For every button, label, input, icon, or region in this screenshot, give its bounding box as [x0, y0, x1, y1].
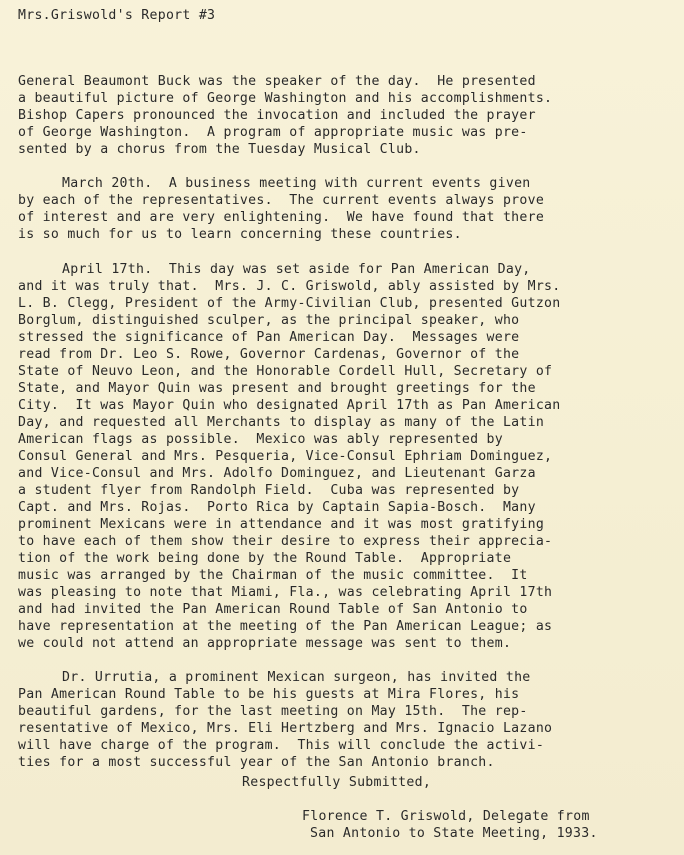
- paragraph-line: Borglum, distinguished sculper, as the principal speaker, who: [18, 313, 520, 328]
- paragraph-line: of George Washington. A program of appropriate music was pre-: [18, 125, 528, 140]
- paragraph-line: April 17th. This day was set aside for Pan American Day,: [62, 262, 531, 277]
- paragraph-line: have representation at the meeting of the Pan American League; as: [18, 619, 553, 634]
- paragraph-line: we could not attend an appropriate message was sent to them.: [18, 636, 512, 651]
- paragraph-line: read from Dr. Leo S. Rowe, Governor Cardenas, Governor of the: [18, 347, 520, 362]
- signature-line: San Antonio to State Meeting, 1933.: [310, 826, 598, 841]
- paragraph-line: and it was truly that. Mrs. J. C. Griswold, ably assisted by Mrs.: [18, 279, 561, 294]
- paragraph-line: was pleasing to note that Miami, Fla., was celebrating April 17th: [18, 585, 553, 600]
- paragraph-line: prominent Mexicans were in attendance and it was most gratifying: [18, 517, 545, 532]
- paragraph-line: music was arranged by the Chairman of the music committee. It: [18, 568, 528, 583]
- paragraph-line: General Beaumont Buck was the speaker of the day. He presented: [18, 74, 536, 89]
- paragraph-line: to have each of them show their desire to express their apprecia-: [18, 534, 553, 549]
- paragraph-line: March 20th. A business meeting with current events given: [62, 176, 531, 191]
- paragraph-line: Pan American Round Table to be his guests at Mira Flores, his: [18, 687, 520, 702]
- paragraph-line: and Vice-Consul and Mrs. Adolfo Dominguez, and Lieutenant Garza: [18, 466, 536, 481]
- paragraph-line: ties for a most successful year of the San Antonio branch.: [18, 755, 495, 770]
- report-header: Mrs.Griswold's Report #3: [18, 8, 216, 23]
- paragraph-line: American flags as possible. Mexico was ably represented by: [18, 432, 503, 447]
- signature-line: Florence T. Griswold, Delegate from: [302, 809, 590, 824]
- paragraph-line: Dr. Urrutia, a prominent Mexican surgeon, has invited the: [62, 670, 531, 685]
- paragraph-line: L. B. Clegg, President of the Army-Civilian Club, presented Gutzon: [18, 296, 561, 311]
- paragraph-line: tion of the work being done by the Round Table. Appropriate: [18, 551, 512, 566]
- paragraph-line: will have charge of the program. This will conclude the activi-: [18, 738, 545, 753]
- paragraph-line: State of Neuvo Leon, and the Honorable Cordell Hull, Secretary of: [18, 364, 553, 379]
- paragraph-line: Consul General and Mrs. Pesqueria, Vice-Consul Ephriam Dominguez,: [18, 449, 553, 464]
- paragraph-line: Bishop Capers pronounced the invocation and included the prayer: [18, 108, 536, 123]
- paragraph-line: of interest and are very enlightening. We have found that there: [18, 210, 545, 225]
- paragraph-line: is so much for us to learn concerning these countries.: [18, 227, 462, 242]
- paragraph-line: State, and Mayor Quin was present and brought greetings for the: [18, 381, 536, 396]
- paragraph-line: Capt. and Mrs. Rojas. Porto Rica by Captain Sapia-Bosch. Many: [18, 500, 536, 515]
- paragraph-line: Day, and requested all Merchants to display as many of the Latin: [18, 415, 545, 430]
- paragraph-line: a beautiful picture of George Washington and his accomplishments.: [18, 91, 553, 106]
- paragraph-line: a student flyer from Randolph Field. Cuba was represented by: [18, 483, 520, 498]
- paragraph-line: sented by a chorus from the Tuesday Musical Club.: [18, 142, 421, 157]
- paragraph-line: resentative of Mexico, Mrs. Eli Hertzberg and Mrs. Ignacio Lazano: [18, 721, 553, 736]
- paragraph-line: and had invited the Pan American Round Table of San Antonio to: [18, 602, 528, 617]
- paragraph-line: stressed the significance of Pan American Day. Messages were: [18, 330, 520, 345]
- paragraph-line: by each of the representatives. The current events always prove: [18, 193, 545, 208]
- paragraph-line: City. It was Mayor Quin who designated April 17th as Pan American: [18, 398, 561, 413]
- paragraph-line: beautiful gardens, for the last meeting on May 15th. The rep-: [18, 704, 528, 719]
- closing-line: Respectfully Submitted,: [242, 775, 432, 790]
